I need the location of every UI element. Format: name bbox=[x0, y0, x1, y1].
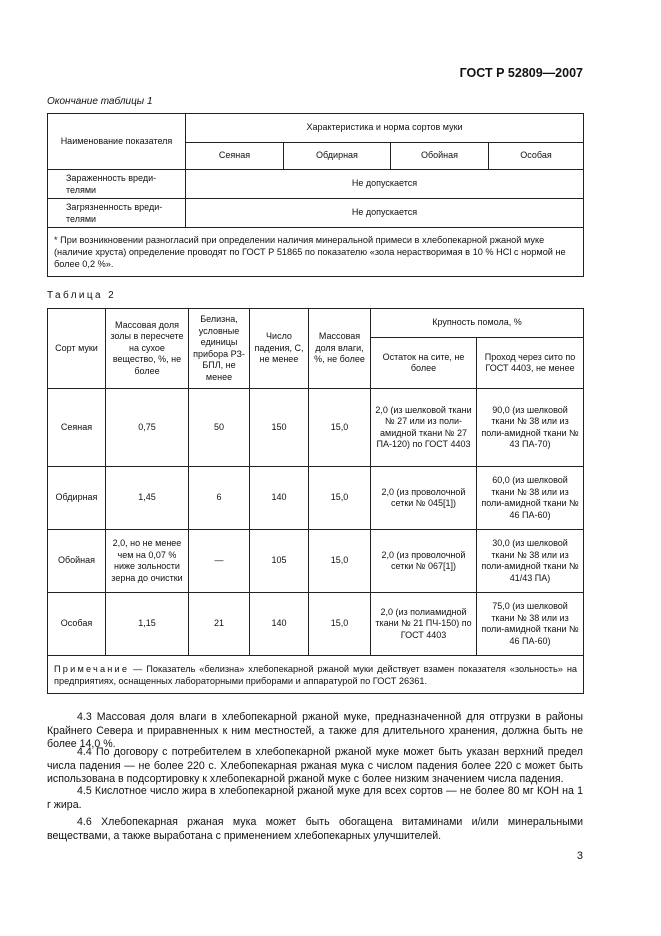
t2-cell-ash: 1,45 bbox=[106, 467, 189, 530]
t2-cell-moist: 15,0 bbox=[309, 467, 371, 530]
t2-cell-residue: 2,0 (из проволочной сетки № 045[1]) bbox=[371, 467, 477, 530]
t2-note-text: — Показатель «белизна» хлебопекарной ржаной муки действует взамен показателя «зольность» на предприятиях, оснащенных лабораторными приборами и аппаратурой по ГОСТ 26361. bbox=[54, 663, 578, 686]
t2-cell-white: 21 bbox=[189, 593, 250, 656]
t2-cell-sort: Обойная bbox=[48, 530, 106, 593]
t1-sort: Обдирная bbox=[284, 143, 391, 170]
document-id: ГОСТ Р 52809—2007 bbox=[459, 66, 583, 80]
t2-cell-white: 6 bbox=[189, 467, 250, 530]
paragraph-4-4: 4.4 По договору с потребителем в хлебопекарной ржаной муке может быть указан верхний предел числа падения — не более 220 с. Хлебопекарная ржаная мука с числом падения более 220 с может быть использована в подсортировку к хлебопекарной ржаной муке с более низким значением числа падения. bbox=[47, 746, 583, 785]
page-number: 3 bbox=[576, 850, 583, 862]
t2-cell-sort: Особая bbox=[48, 593, 106, 656]
paragraph-4-3: 4.3 Массовая доля влаги в хлебопекарной ржаной муке, предназначенной для отгрузки в районы Крайнего Севера и приравненных к ним местностей, а также для длительного хранения, должна быть не более 14,0 %. bbox=[47, 711, 583, 750]
t1-header-name: Наименование показателя bbox=[48, 114, 186, 170]
t2-cell-pass: 30,0 (из шелковой ткани № 38 или из поли-амидной ткани № 41/43 ПА) bbox=[477, 530, 584, 593]
t2-cell-residue: 2,0 (из полиамидной ткани № 21 ПЧ-150) по ГОСТ 4403 bbox=[371, 593, 477, 656]
t2-header-moist: Массовая доля влаги, %, не более bbox=[309, 309, 371, 389]
t2-cell-sort: Сеяная bbox=[48, 389, 106, 467]
t1-row-name: Зараженность вреди-телями bbox=[48, 170, 186, 199]
t2-cell-falling: 140 bbox=[250, 593, 309, 656]
table1-caption: Окончание таблицы 1 bbox=[47, 96, 153, 107]
t2-cell-moist: 15,0 bbox=[309, 389, 371, 467]
t2-header-ash: Массовая доля золы в пересчете на сухое вещество, %, не более bbox=[106, 309, 189, 389]
t2-cell-pass: 90,0 (из шелковой ткани № 38 или из поли-амидной ткани № 43 ПА-70) bbox=[477, 389, 584, 467]
t2-cell-white: — bbox=[189, 530, 250, 593]
t2-header-sort: Сорт муки bbox=[48, 309, 106, 389]
t2-cell-ash: 2,0, но не менее чем на 0,07 % ниже зольности зерна до очистки bbox=[106, 530, 189, 593]
t1-sort: Особая bbox=[489, 143, 584, 170]
t2-cell-moist: 15,0 bbox=[309, 530, 371, 593]
t1-header-group: Характеристика и норма сортов муки bbox=[186, 114, 584, 143]
t2-header-falling: Число падения, С, не менее bbox=[250, 309, 309, 389]
t1-sort: Сеяная bbox=[186, 143, 284, 170]
t2-header-pass: Проход через сито по ГОСТ 4403, не менее bbox=[477, 338, 584, 389]
t2-cell-ash: 1,15 bbox=[106, 593, 189, 656]
t2-cell-residue: 2,0 (из проволочной сетки № 067[1]) bbox=[371, 530, 477, 593]
t2-cell-ash: 0,75 bbox=[106, 389, 189, 467]
table2-caption: Таблица 2 bbox=[47, 290, 117, 301]
t2-cell-sort: Обдирная bbox=[48, 467, 106, 530]
t1-row-value: Не допускается bbox=[186, 170, 584, 199]
t1-footnote: * При возникновении разногласий при определении наличия минеральной примеси в хлебопекарной ржаной муке (наличие хруста) определение проводят по ГОСТ Р 51865 по показателю «зола нерастворимая в 10 % HCl с нормой не более 0,2 %». bbox=[48, 228, 584, 277]
t2-header-white: Белизна, условные единицы прибора РЗ-БПЛ, не менее bbox=[189, 309, 250, 389]
t2-cell-white: 50 bbox=[189, 389, 250, 467]
table2 bbox=[47, 308, 584, 694]
t1-sort: Обойная bbox=[391, 143, 489, 170]
t2-cell-moist: 15,0 bbox=[309, 593, 371, 656]
t2-header-grind: Крупность помола, % bbox=[371, 309, 584, 338]
t2-cell-falling: 150 bbox=[250, 389, 309, 467]
table1 bbox=[47, 113, 584, 277]
paragraph-4-6: 4.6 Хлебопекарная ржаная мука может быть обогащена витаминами и/или минеральными веществами, а также выработана с применением хлебопекарных улучшителей. bbox=[47, 816, 583, 842]
t1-row-name: Загрязненность вреди-телями bbox=[48, 199, 186, 228]
t2-cell-pass: 75,0 (из шелковой ткани № 38 или из поли-амидной ткани № 46 ПА-60) bbox=[477, 593, 584, 656]
t2-cell-falling: 140 bbox=[250, 467, 309, 530]
t2-cell-falling: 105 bbox=[250, 530, 309, 593]
t2-cell-residue: 2,0 (из шелковой ткани № 27 или из поли-амидной ткани № 27 ПА-120) по ГОСТ 4403 bbox=[371, 389, 477, 467]
paragraph-4-5: 4.5 Кислотное число жира в хлебопекарной ржаной муке для всех сортов — не более 80 мг КОН на 1 г жира. bbox=[47, 785, 583, 811]
t2-note-label: Примечание bbox=[54, 663, 130, 674]
t2-header-residue: Остаток на сите, не более bbox=[371, 338, 477, 389]
t1-row-value: Не допускается bbox=[186, 199, 584, 228]
t2-note bbox=[48, 656, 584, 694]
t2-cell-pass: 60,0 (из шелковой ткани № 38 или из поли-амидной ткани № 46 ПА-60) bbox=[477, 467, 584, 530]
